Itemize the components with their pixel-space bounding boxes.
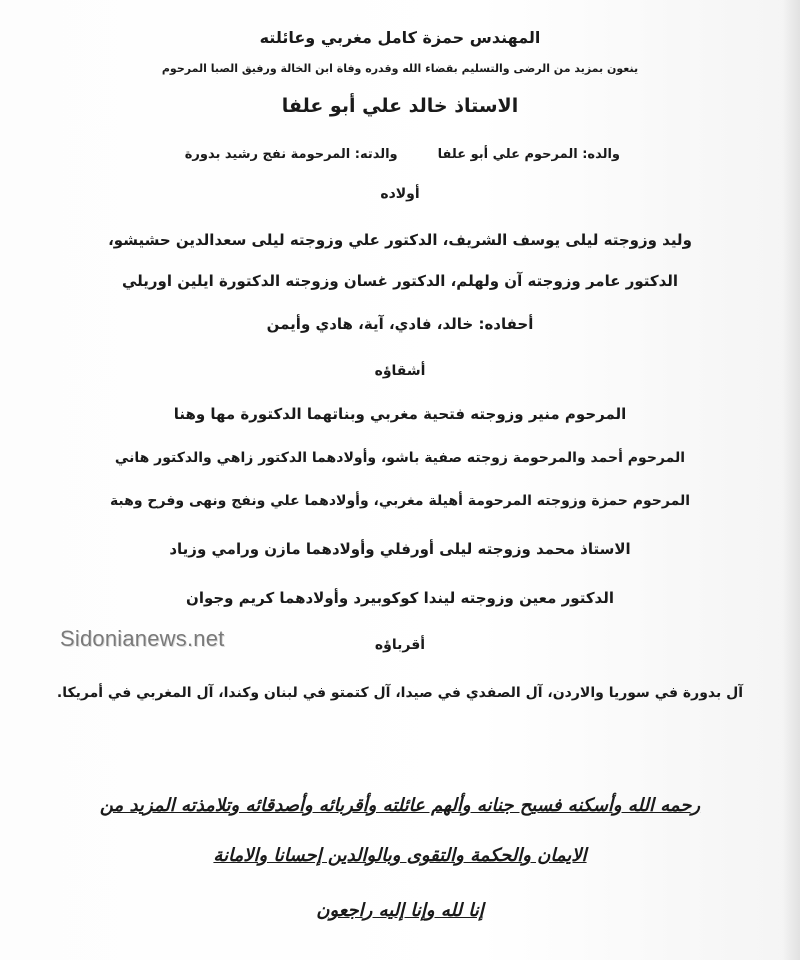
father-text: والده: المرحوم علي أبو علفا <box>437 147 620 162</box>
announcer-name: المهندس حمزة كامل مغربي وعائلته <box>259 28 541 47</box>
sibling-line: المرحوم أحمد والمرحومة زوجته صفية باشو، وأولادهما الدكتور زاهي والدكتور هاني <box>114 450 686 466</box>
sibling-line: الدكتور معين وزوجته ليندا كوكوبيرد وأولادهما كريم وجوان <box>186 589 614 607</box>
children-line-2: الدكتور عامر وزوجته آن ولهلم، الدكتور غسان وزوجته الدكتورة ايلين اوريلي <box>121 272 679 290</box>
children-line-1: وليد وزوجته ليلى يوسف الشريف، الدكتور علي وزوجته ليلى سعدالدين حشيشو، <box>108 231 692 249</box>
children-heading: أولاده <box>380 186 420 202</box>
deceased-name: الاستاذ خالد علي أبو علفا <box>281 95 519 117</box>
sibling-line: الاستاذ محمد وزوجته ليلى أورفلي وأولادهما مازن ورامي وزياد <box>169 540 631 558</box>
announcement-intro: ينعون بمزيد من الرضى والتسليم بقضاء الله وقدره وفاة ابن الخالة ورفيق الصبا المرحوم <box>161 62 639 75</box>
sibling-line: المرحوم منير وزوجته فتحية مغربي وبناتهما الدكتورة مها وهنا <box>173 405 627 423</box>
sibling-line: المرحوم حمزة وزوجته المرحومة أهيلة مغربي، وأولادهما علي ونفج ونهى وفرح وهبة <box>109 493 691 509</box>
closing-verse: إنا لله وإنا إليه راجعون <box>316 900 484 921</box>
relatives-line: آل بدورة في سوريا والاردن، آل الصفدي في صيدا، آل كتمتو في لبنان وكندا، آل المغربي في أمريكا. <box>56 685 744 701</box>
parents-line <box>160 147 620 162</box>
watermark-text: Sidonianews.net <box>60 626 225 651</box>
relatives-heading: أقرباؤه <box>374 637 426 653</box>
prayer-line-1: رحمه الله وأسكنه فسيح جنانه وألهم عائلته وأقربائه وأصدقائه وتلامذته المزيد من <box>99 795 701 816</box>
mother-text: والدته: المرحومة نفج رشيد بدورة <box>184 147 398 162</box>
siblings-heading: أشقاؤه <box>374 363 426 379</box>
grandchildren-line: أحفاده: خالد، فادي، آية، هادي وأيمن <box>266 315 534 333</box>
paper-edge-shadow <box>782 0 800 960</box>
prayer-line-2: الايمان والحكمة والتقوى وبالوالدين إحسانا والامانة <box>213 845 587 866</box>
